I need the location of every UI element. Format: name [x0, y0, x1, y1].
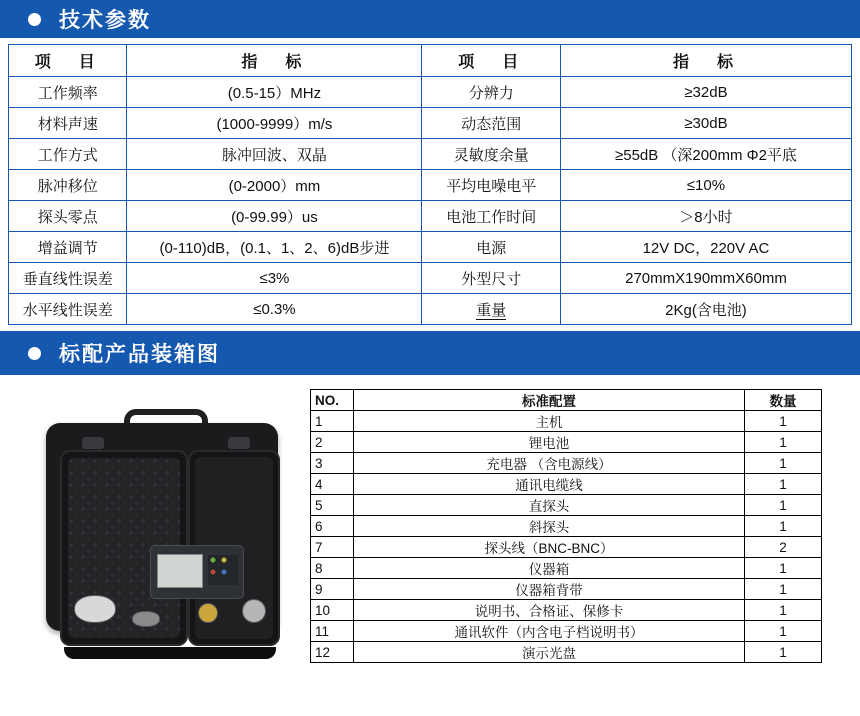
spec-table-header-row — [9, 45, 852, 77]
packing-cell-qty: 1 — [745, 474, 822, 495]
spec-cell: ≤3% — [127, 263, 422, 294]
packing-cell-no: 3 — [311, 453, 354, 474]
packing-cell-name: 斜探头 — [354, 516, 745, 537]
spec-cell: (0.5-15）MHz — [127, 77, 422, 108]
spec-cell: 增益调节 — [9, 232, 127, 263]
spec-cell: 探头零点 — [9, 201, 127, 232]
packing-cell-name: 通讯软件（内含电子档说明书） — [354, 621, 745, 642]
spec-cell: 动态范围 — [422, 108, 560, 139]
packing-cell-name: 充电器 （含电源线） — [354, 453, 745, 474]
section-header-tech — [0, 0, 860, 38]
spec-cell: 脉冲移位 — [9, 170, 127, 201]
packing-row — [311, 495, 822, 516]
packing-row — [311, 558, 822, 579]
spec-header-cell: 项 目 — [9, 45, 127, 77]
spec-cell-label-weight: 重量 — [476, 301, 507, 319]
spec-header-cell: 项 目 — [422, 45, 560, 77]
packing-content-area — [0, 375, 860, 690]
spec-cell: 垂直线性误差 — [9, 263, 127, 294]
spec-table-row — [9, 77, 852, 108]
packing-cell-qty: 1 — [745, 579, 822, 600]
spec-table-row — [9, 139, 852, 170]
accessory-disc — [242, 599, 266, 623]
packing-cell-qty: 1 — [745, 453, 822, 474]
packing-cell-no: 6 — [311, 516, 354, 537]
spec-table-wrapper — [0, 38, 860, 331]
spec-cell: (0-110)dB，(0.1、1、2、6)dB步进 — [127, 232, 422, 263]
flaw-detector-device — [150, 545, 244, 599]
spec-table-row — [9, 170, 852, 201]
packing-cell-no: 5 — [311, 495, 354, 516]
case-body — [46, 423, 278, 631]
packing-cell-name: 通讯电缆线 — [354, 474, 745, 495]
spec-cell: 外型尺寸 — [422, 263, 560, 294]
packing-cell-no: 10 — [311, 600, 354, 621]
packing-header-row — [311, 390, 822, 411]
packing-header-name: 标准配置 — [354, 390, 745, 411]
packing-cell-qty: 1 — [745, 558, 822, 579]
packing-row — [311, 474, 822, 495]
spec-table-row — [9, 108, 852, 139]
spec-cell: (0-99.99）us — [127, 201, 422, 232]
packing-list-wrapper — [310, 389, 822, 663]
spec-cell: 分辨力 — [422, 77, 560, 108]
spec-cell: (1000-9999）m/s — [127, 108, 422, 139]
packing-cell-qty: 1 — [745, 495, 822, 516]
accessory-cable — [74, 595, 116, 623]
case-latch — [228, 437, 250, 449]
packing-cell-name: 探头线（BNC-BNC） — [354, 537, 745, 558]
spec-table-row — [9, 294, 852, 325]
packing-header-no: NO. — [311, 390, 354, 411]
spec-cell: 2Kg(含电池) — [560, 294, 851, 325]
spec-cell: ≤10% — [560, 170, 851, 201]
section-title-tech: 技术参数 — [59, 9, 151, 32]
packing-cell-no: 12 — [311, 642, 354, 663]
product-case-image — [38, 403, 288, 653]
packing-cell-name: 仪器箱 — [354, 558, 745, 579]
spec-table — [8, 44, 852, 325]
spec-cell: ＞8小时 — [560, 201, 851, 232]
packing-row — [311, 579, 822, 600]
packing-cell-no: 8 — [311, 558, 354, 579]
packing-cell-no: 2 — [311, 432, 354, 453]
spec-table-row — [9, 201, 852, 232]
packing-cell-name: 锂电池 — [354, 432, 745, 453]
packing-cell-name: 说明书、合格证、保修卡 — [354, 600, 745, 621]
packing-cell-qty: 1 — [745, 600, 822, 621]
bullet-dot-icon — [28, 13, 41, 26]
packing-cell-no: 1 — [311, 411, 354, 432]
packing-row — [311, 621, 822, 642]
spec-cell: 电源 — [422, 232, 560, 263]
spec-header-cell: 指 标 — [127, 45, 422, 77]
spec-cell: 灵敏度余量 — [422, 139, 560, 170]
packing-row — [311, 642, 822, 663]
packing-row — [311, 537, 822, 558]
spec-cell: (0-2000）mm — [127, 170, 422, 201]
packing-row — [311, 432, 822, 453]
spec-cell — [422, 294, 560, 325]
accessory-connector — [198, 603, 218, 623]
case-latch — [82, 437, 104, 449]
spec-cell: 工作方式 — [9, 139, 127, 170]
spec-cell: ≥30dB — [560, 108, 851, 139]
spec-cell: 工作频率 — [9, 77, 127, 108]
spec-table-row — [9, 263, 852, 294]
packing-cell-name: 仪器箱背带 — [354, 579, 745, 600]
packing-cell-qty: 2 — [745, 537, 822, 558]
spec-cell: 脉冲回波、双晶 — [127, 139, 422, 170]
device-screen — [157, 554, 203, 588]
packing-cell-qty: 1 — [745, 621, 822, 642]
spec-cell: ≥32dB — [560, 77, 851, 108]
packing-row — [311, 453, 822, 474]
spec-cell: 电池工作时间 — [422, 201, 560, 232]
packing-cell-qty: 1 — [745, 432, 822, 453]
packing-cell-no: 11 — [311, 621, 354, 642]
packing-row — [311, 600, 822, 621]
packing-row — [311, 411, 822, 432]
packing-cell-name: 主机 — [354, 411, 745, 432]
packing-cell-qty: 1 — [745, 642, 822, 663]
packing-row — [311, 516, 822, 537]
case-base — [64, 647, 276, 659]
packing-cell-no: 9 — [311, 579, 354, 600]
spec-cell: 水平线性误差 — [9, 294, 127, 325]
packing-cell-name: 直探头 — [354, 495, 745, 516]
spec-cell: 材料声速 — [9, 108, 127, 139]
spec-cell: ≤0.3% — [127, 294, 422, 325]
section-title-packing: 标配产品装箱图 — [59, 343, 220, 366]
spec-cell: 平均电噪电平 — [422, 170, 560, 201]
device-keypad — [208, 555, 238, 585]
packing-list-table — [310, 389, 822, 663]
packing-cell-no: 4 — [311, 474, 354, 495]
spec-cell: ≥55dB （深200mm Φ2平底 — [560, 139, 851, 170]
bullet-dot-icon — [28, 347, 41, 360]
packing-cell-no: 7 — [311, 537, 354, 558]
accessory-probe — [132, 611, 160, 627]
spec-header-cell: 指 标 — [560, 45, 851, 77]
packing-header-qty: 数量 — [745, 390, 822, 411]
packing-cell-name: 演示光盘 — [354, 642, 745, 663]
packing-cell-qty: 1 — [745, 411, 822, 432]
section-header-packing — [0, 331, 860, 375]
spec-cell: 12V DC，220V AC — [560, 232, 851, 263]
spec-cell: 270mmX190mmX60mm — [560, 263, 851, 294]
packing-cell-qty: 1 — [745, 516, 822, 537]
spec-table-row — [9, 232, 852, 263]
